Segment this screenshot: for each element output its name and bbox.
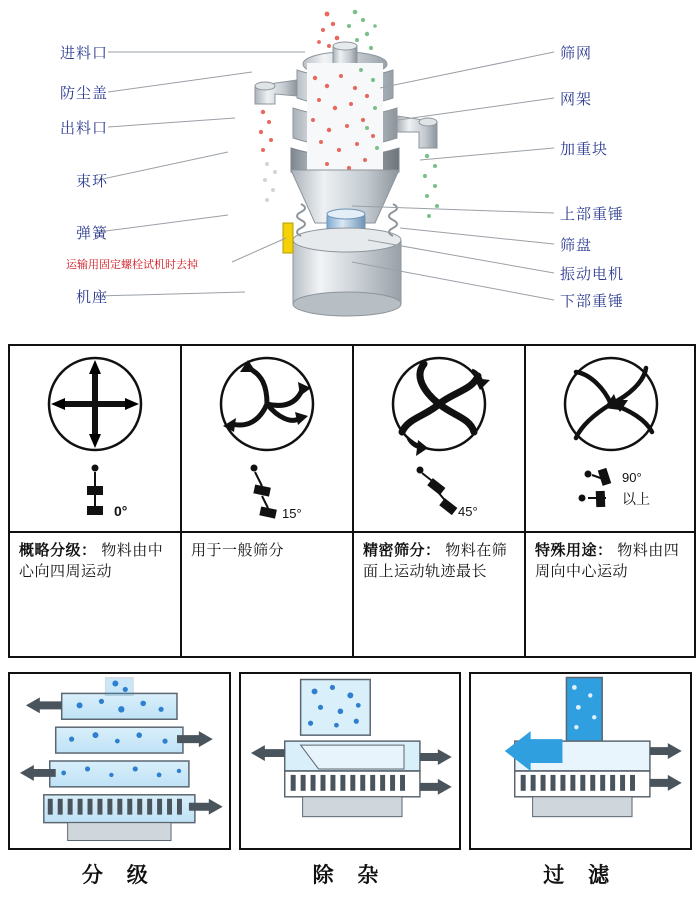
cell-1-art xyxy=(182,346,352,533)
weight-indicator-1 xyxy=(251,465,277,519)
table-cell-1 xyxy=(182,346,354,656)
cell-2-desc: 物料在筛面上运动轨迹最长 xyxy=(363,542,508,580)
table-cell-3 xyxy=(526,346,696,656)
cell-1-angle: 15° xyxy=(282,506,302,521)
cell-2-title: 精密筛分： xyxy=(363,542,441,559)
table-cell-2 xyxy=(354,346,526,656)
label-vibration-motor: 振动电机 xyxy=(560,266,625,283)
application-impurity-removal xyxy=(239,672,462,850)
label-dust-cover: 防尘盖 xyxy=(59,85,108,102)
label-base: 机座 xyxy=(75,289,108,306)
cell-0-text xyxy=(10,533,180,656)
label-upper-weight: 上部重锤 xyxy=(560,206,625,223)
weight-indicator-0 xyxy=(87,465,103,516)
machine-diagram xyxy=(0,0,700,330)
filtration-art xyxy=(471,674,690,848)
spiral-arrows-45-icon xyxy=(393,358,485,450)
caption-impurity-removal: 除 杂 xyxy=(312,864,388,887)
application-captions xyxy=(8,856,692,892)
caption-filtration: 过 滤 xyxy=(543,864,619,887)
cell-3-title: 特殊用途： xyxy=(535,542,613,559)
cell-2-angle: 45° xyxy=(458,504,478,519)
cell-2-art xyxy=(354,346,524,533)
cell-3-desc: 物料由四周向中心运动 xyxy=(535,542,680,580)
label-clamp-ring: 束环 xyxy=(75,173,108,190)
cell-1-text xyxy=(182,533,352,656)
cell-1-desc: 用于一般筛分 xyxy=(191,542,285,559)
cross-arrows-icon xyxy=(49,358,141,450)
vibrating-screen-illustration xyxy=(215,8,475,318)
cell-2-text xyxy=(354,533,524,656)
application-filtration xyxy=(469,672,692,850)
curved-arrows-15-icon xyxy=(221,358,313,450)
cell-0-angle: 0° xyxy=(114,503,128,519)
label-weight-block: 加重块 xyxy=(560,141,609,158)
cell-3-angle: 90° xyxy=(622,470,642,485)
transport-bolt-note: 运输用固定螺栓试机时去掉 xyxy=(66,259,198,271)
label-lower-weight: 下部重锤 xyxy=(560,293,625,310)
cell-0-title: 概略分级： xyxy=(19,542,97,559)
impurity-removal-art xyxy=(241,674,460,848)
label-discharge-outlet: 出料口 xyxy=(59,120,108,137)
table-cell-0 xyxy=(10,346,182,656)
application-grading xyxy=(8,672,231,850)
weight-indicator-2 xyxy=(417,467,458,516)
cell-3-text xyxy=(526,533,696,656)
caption-grading: 分 级 xyxy=(81,864,157,887)
label-screen-mesh: 筛网 xyxy=(560,45,593,62)
cell-3-angle-extra: 以上 xyxy=(622,491,650,507)
amplitude-angle-table xyxy=(8,344,696,658)
application-panels xyxy=(8,672,692,850)
cell-0-desc: 物料由中心向四周运动 xyxy=(19,542,164,580)
cell-3-art xyxy=(526,346,696,533)
cell-0-art xyxy=(10,346,180,533)
label-screen-tray: 筛盘 xyxy=(560,237,593,254)
label-mesh-frame: 网架 xyxy=(560,91,593,108)
left-discharge-particles xyxy=(259,110,273,152)
label-spring: 弹簧 xyxy=(75,225,108,242)
left-fine-particles xyxy=(263,162,277,202)
grading-art xyxy=(10,674,229,848)
label-feed-inlet: 进料口 xyxy=(59,45,108,62)
weight-indicator-3 xyxy=(579,468,612,507)
right-discharge-particles xyxy=(423,154,439,218)
